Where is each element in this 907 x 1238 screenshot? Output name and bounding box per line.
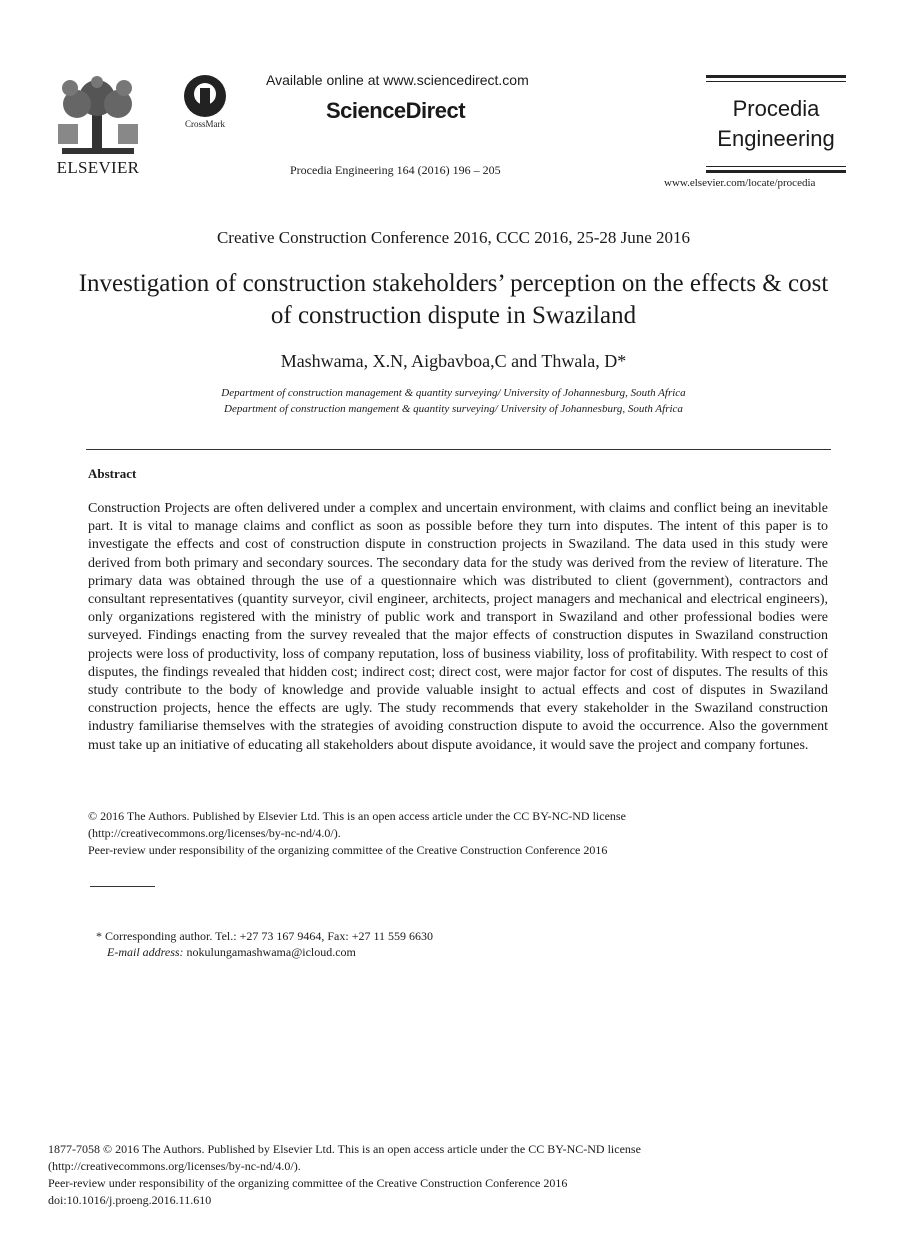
license-link[interactable]: (http://creativecommons.org/licenses/by-nc-nd/4.0/). — [88, 826, 341, 840]
email-address-link[interactable]: nokulungamashwama@icloud.com — [186, 945, 356, 959]
section-divider — [86, 449, 831, 450]
crossmark-label: CrossMark — [185, 119, 225, 129]
issn-license-line: 1877-7058 © 2016 The Authors. Published by Elsevier Ltd. This is an open access article under the CC BY-NC-ND license — [48, 1142, 641, 1156]
email-label: E-mail address: — [107, 945, 184, 959]
footnote-rule — [90, 886, 155, 887]
abstract-text: Construction Projects are often delivered under a complex and uncertain environment, with claims and conflict being an inevitable part. It is vital to manage claims and conflict as soon as possible before they turn into disputes. The intent of this paper is to investigate the effects and cost of construction dispute in construction projects in Swaziland. The data used in this study were derived from both primary and secondary sources. The secondary data for the study was derived from the review of literature. The primary data was obtained through the use of a questionnaire which was distributed to client (government), contractors and consultant representatives (quantity surveyor, civil engineer, architects, project managers and mechanical and electrical engineers), only organizations registered with the ministry of public work and transport in Swaziland and other professional bodies were surveyed. Findings enacting from the survey revealed that the major effects of construction disputes in Swaziland construction projects were loss of productivity, loss of company reputation, loss of business viability, loss of profitability. With respect to cost of disputes, the findings revealed that hidden cost; indirect cost; direct cost, were major factor for cost of disputes. The results of this study contribute to the body of knowledge and provide valuable insight to actual effects and cost of disputes in Swaziland construction projects, hence the effects are ugly. The study recommends that every stakeholder in the Swaziland construction industry familiarise themselves with the strategies of avoiding construction dispute to avoid the occurrence. Also the government must take up an initiative of educating all stakeholders about dispute avoidance, it would save the project and company fortunes. — [88, 501, 828, 753]
doi-link[interactable]: doi:10.1016/j.proeng.2016.11.610 — [48, 1193, 212, 1207]
email-line — [107, 945, 356, 960]
available-online-text: Available online at www.sciencedirect.com — [266, 72, 529, 88]
journal-name-line1: Procedia — [732, 96, 820, 121]
license-block — [88, 808, 828, 859]
elsevier-tree-icon — [52, 76, 144, 156]
bottom-license-link[interactable]: (http://creativecommons.org/licenses/by-nc-nd/4.0/). — [48, 1159, 301, 1173]
journal-rule-bottom — [706, 170, 846, 173]
bottom-info — [48, 1141, 848, 1209]
elsevier-logo — [52, 76, 144, 176]
journal-url-link[interactable]: www.elsevier.com/locate/procedia — [664, 177, 816, 189]
publisher-name: ELSEVIER — [56, 158, 140, 177]
abstract-heading: Abstract — [88, 466, 137, 481]
peer-review-note: Peer-review under responsibility of the organizing committee of the Creative Construction Conference 2016 — [88, 843, 608, 857]
author-list: Mashwama, X.N, Aigbavboa,C and Thwala, D* — [280, 351, 627, 371]
affiliation-2: Department of construction mangement & quantity surveying/ University of Johannesburg, South Africa — [224, 403, 683, 415]
journal-rule-top-thin — [706, 81, 846, 82]
journal-rule-top — [706, 75, 846, 78]
paper-title: Investigation of construction stakeholders’ perception on the effects & cost of construction dispute in Swaziland — [78, 270, 829, 329]
journal-name-line2: Engineering — [717, 126, 835, 151]
corresponding-author-note: * Corresponding author. Tel.: +27 73 167 9464, Fax: +27 11 559 6630 — [96, 929, 434, 943]
affiliation-1: Department of construction management & quantity surveying/ University of Johannesburg, South Africa — [221, 387, 686, 399]
license-line-1: © 2016 The Authors. Published by Elsevier Ltd. This is an open access article under the CC BY-NC-ND license — [88, 809, 626, 823]
journal-reference: Procedia Engineering 164 (2016) 196 – 205 — [290, 163, 501, 177]
bottom-peer-review: Peer-review under responsibility of the organizing committee of the Creative Construction Conference 2016 — [48, 1176, 568, 1190]
crossmark-icon — [176, 74, 234, 118]
journal-name — [706, 94, 846, 154]
sciencedirect-wordmark: ScienceDirect — [326, 98, 466, 123]
journal-rule-bottom-thin — [706, 166, 846, 167]
crossmark-badge[interactable] — [176, 74, 234, 134]
conference-name: Creative Construction Conference 2016, CCC 2016, 25-28 June 2016 — [216, 228, 691, 247]
